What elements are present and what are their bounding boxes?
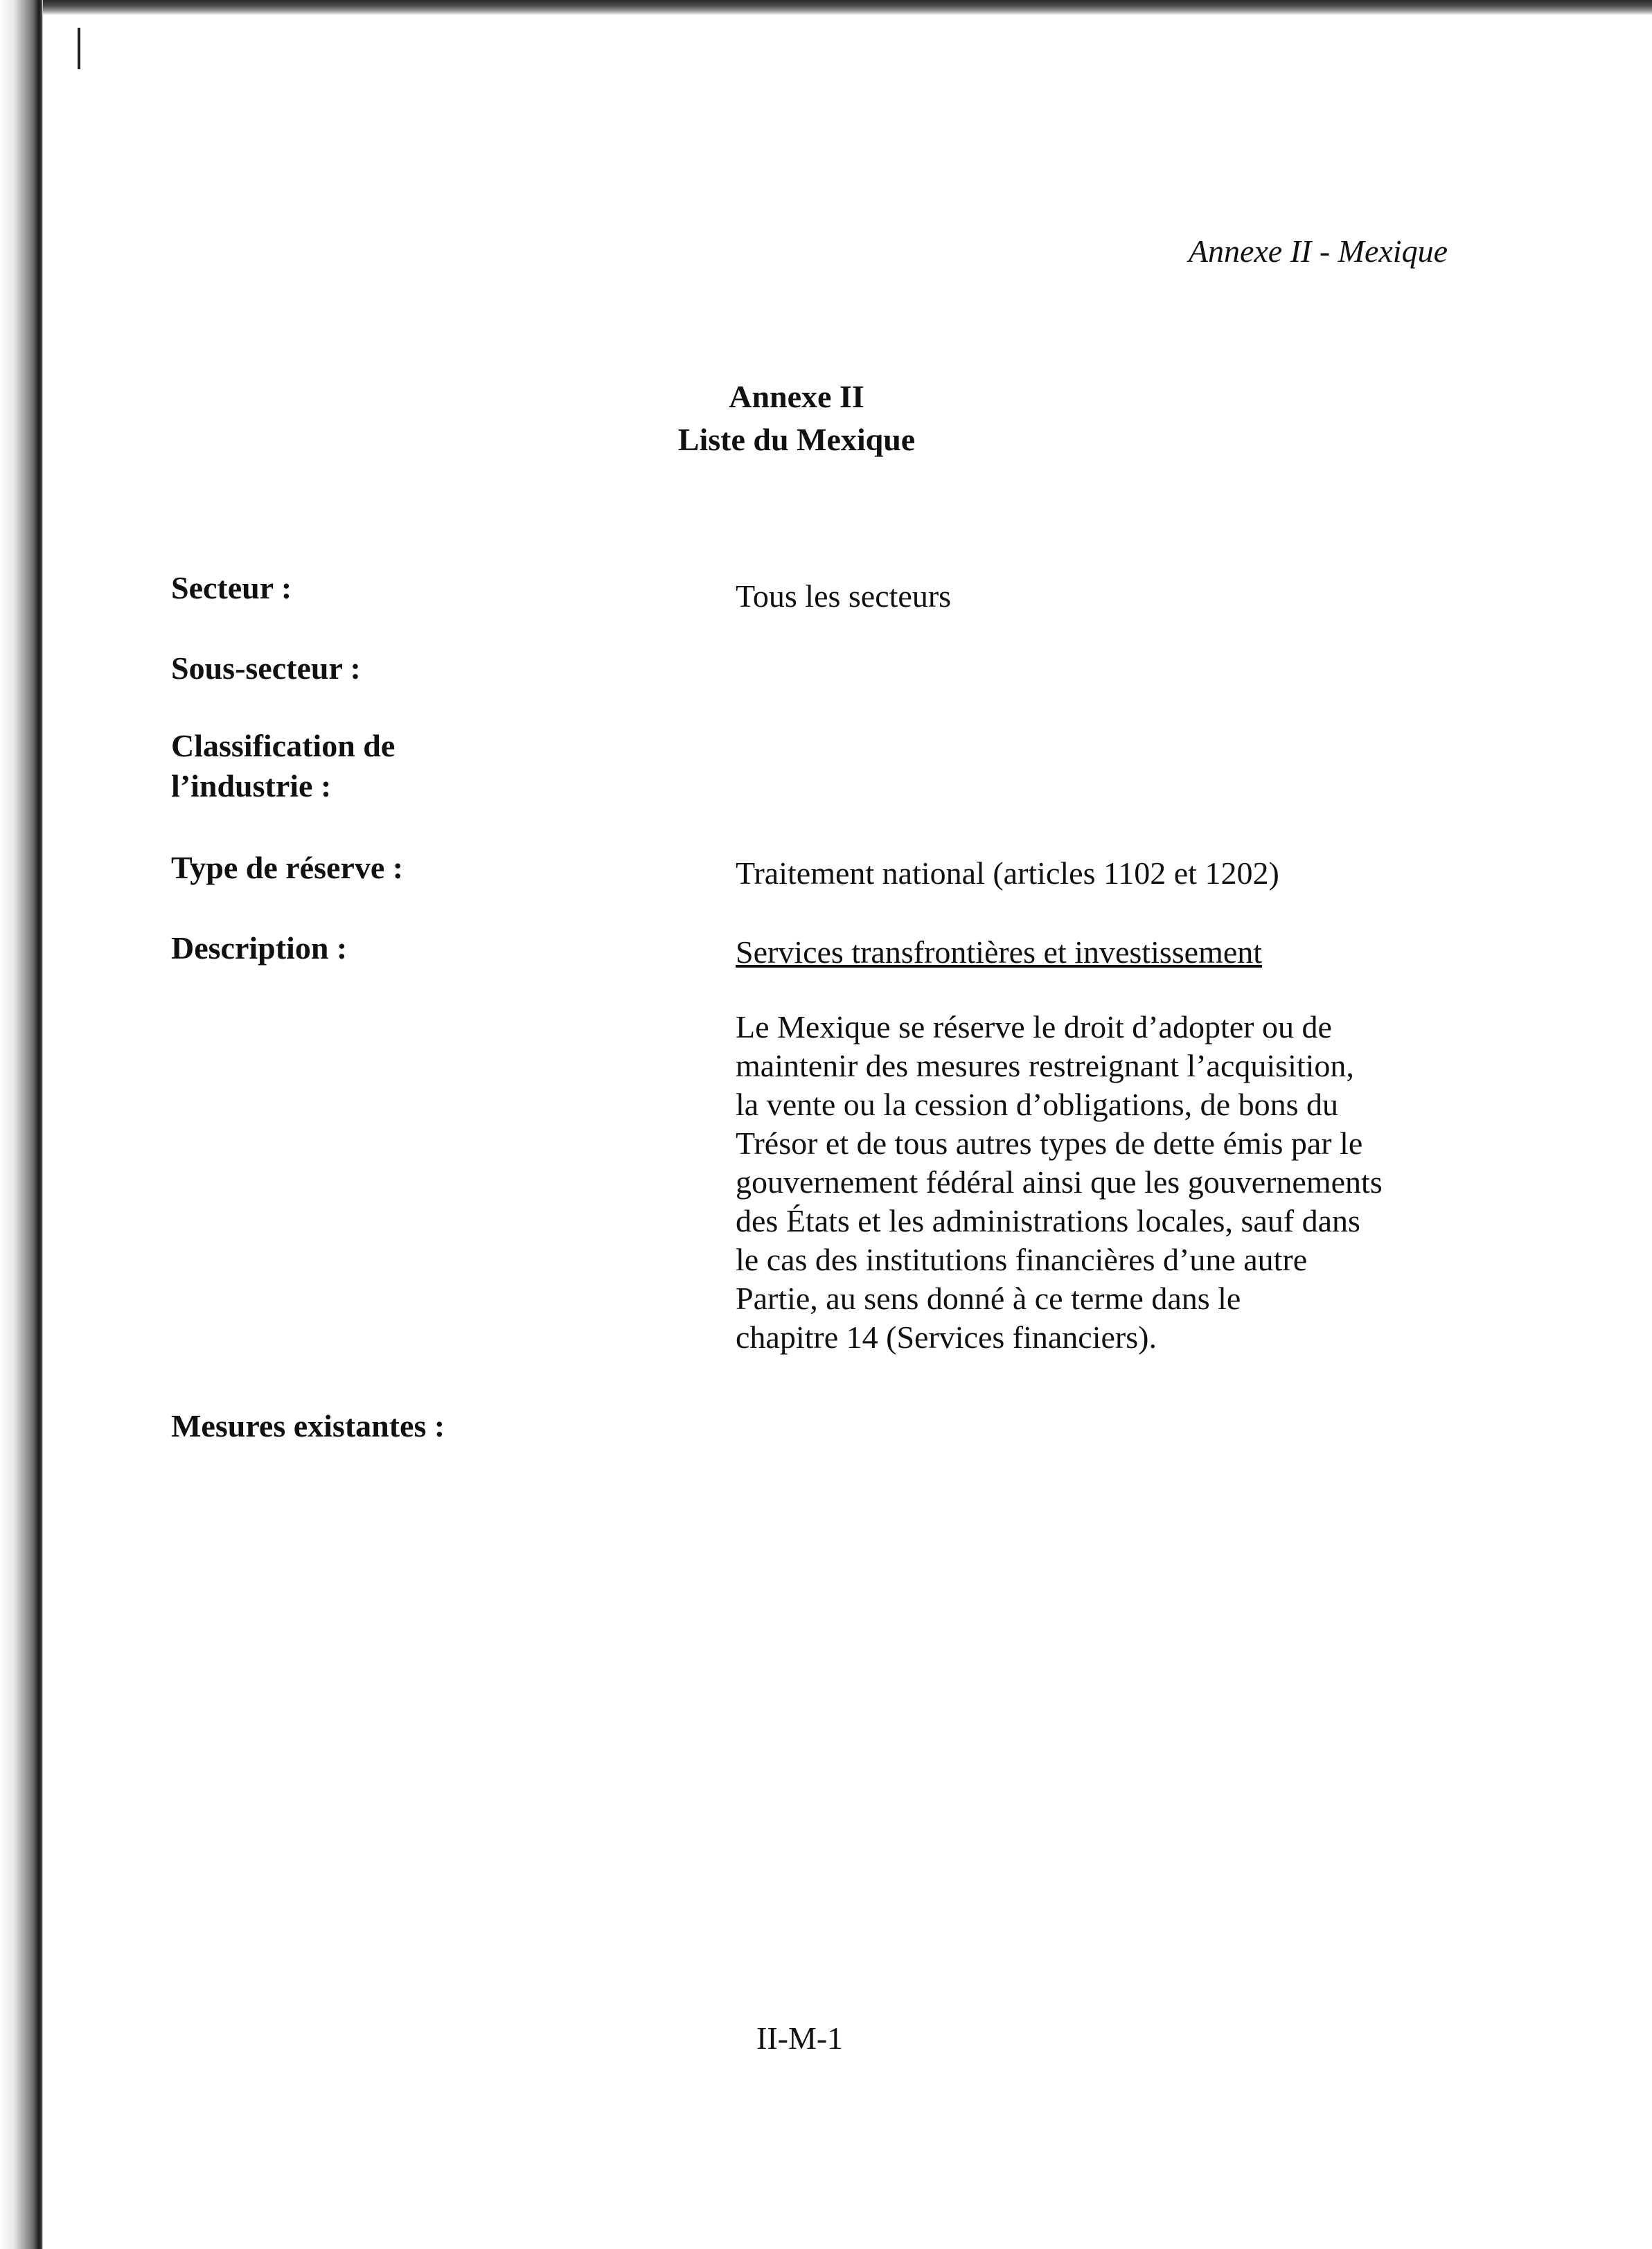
label-description: Description : (171, 930, 348, 966)
value-type-reserve: Traitement national (articles 1102 et 1202) (736, 855, 1279, 891)
page-number: II-M-1 (756, 2020, 844, 2056)
label-sous-secteur: Sous-secteur : (171, 650, 361, 686)
label-type-reserve: Type de réserve : (171, 850, 404, 885)
scan-mark (78, 28, 80, 69)
scan-binding-edge (0, 0, 43, 2249)
label-classification: Classification de l’industrie : (171, 728, 396, 803)
label-secteur: Secteur : (171, 570, 292, 605)
description-text: Le Mexique se réserve le droit d’adopter ou de maintenir des mesures restreignant l’acquisition, la vente ou la cession d’obligations, de bons du Trésor et de tous autres types de dette émis par le gouvernement fédéral ainsi que les gouvernements des États et les administrations locales, sauf dans le cas des institutions financières d’une autre Partie, au sens donné à ce terme dans le chapitre 14 (Services financiers). (736, 1009, 1383, 1355)
document-title (623, 375, 970, 461)
label-mesures-existantes: Mesures existantes : (171, 1408, 445, 1443)
description-heading: Services transfrontières et investissement (736, 934, 1263, 970)
title-line-annex: Annexe II (729, 379, 864, 414)
title-line-list: Liste du Mexique (677, 422, 916, 457)
scan-top-edge (0, 0, 1652, 15)
value-secteur: Tous les secteurs (736, 578, 952, 614)
running-header: Annexe II - Mexique (1188, 233, 1448, 269)
